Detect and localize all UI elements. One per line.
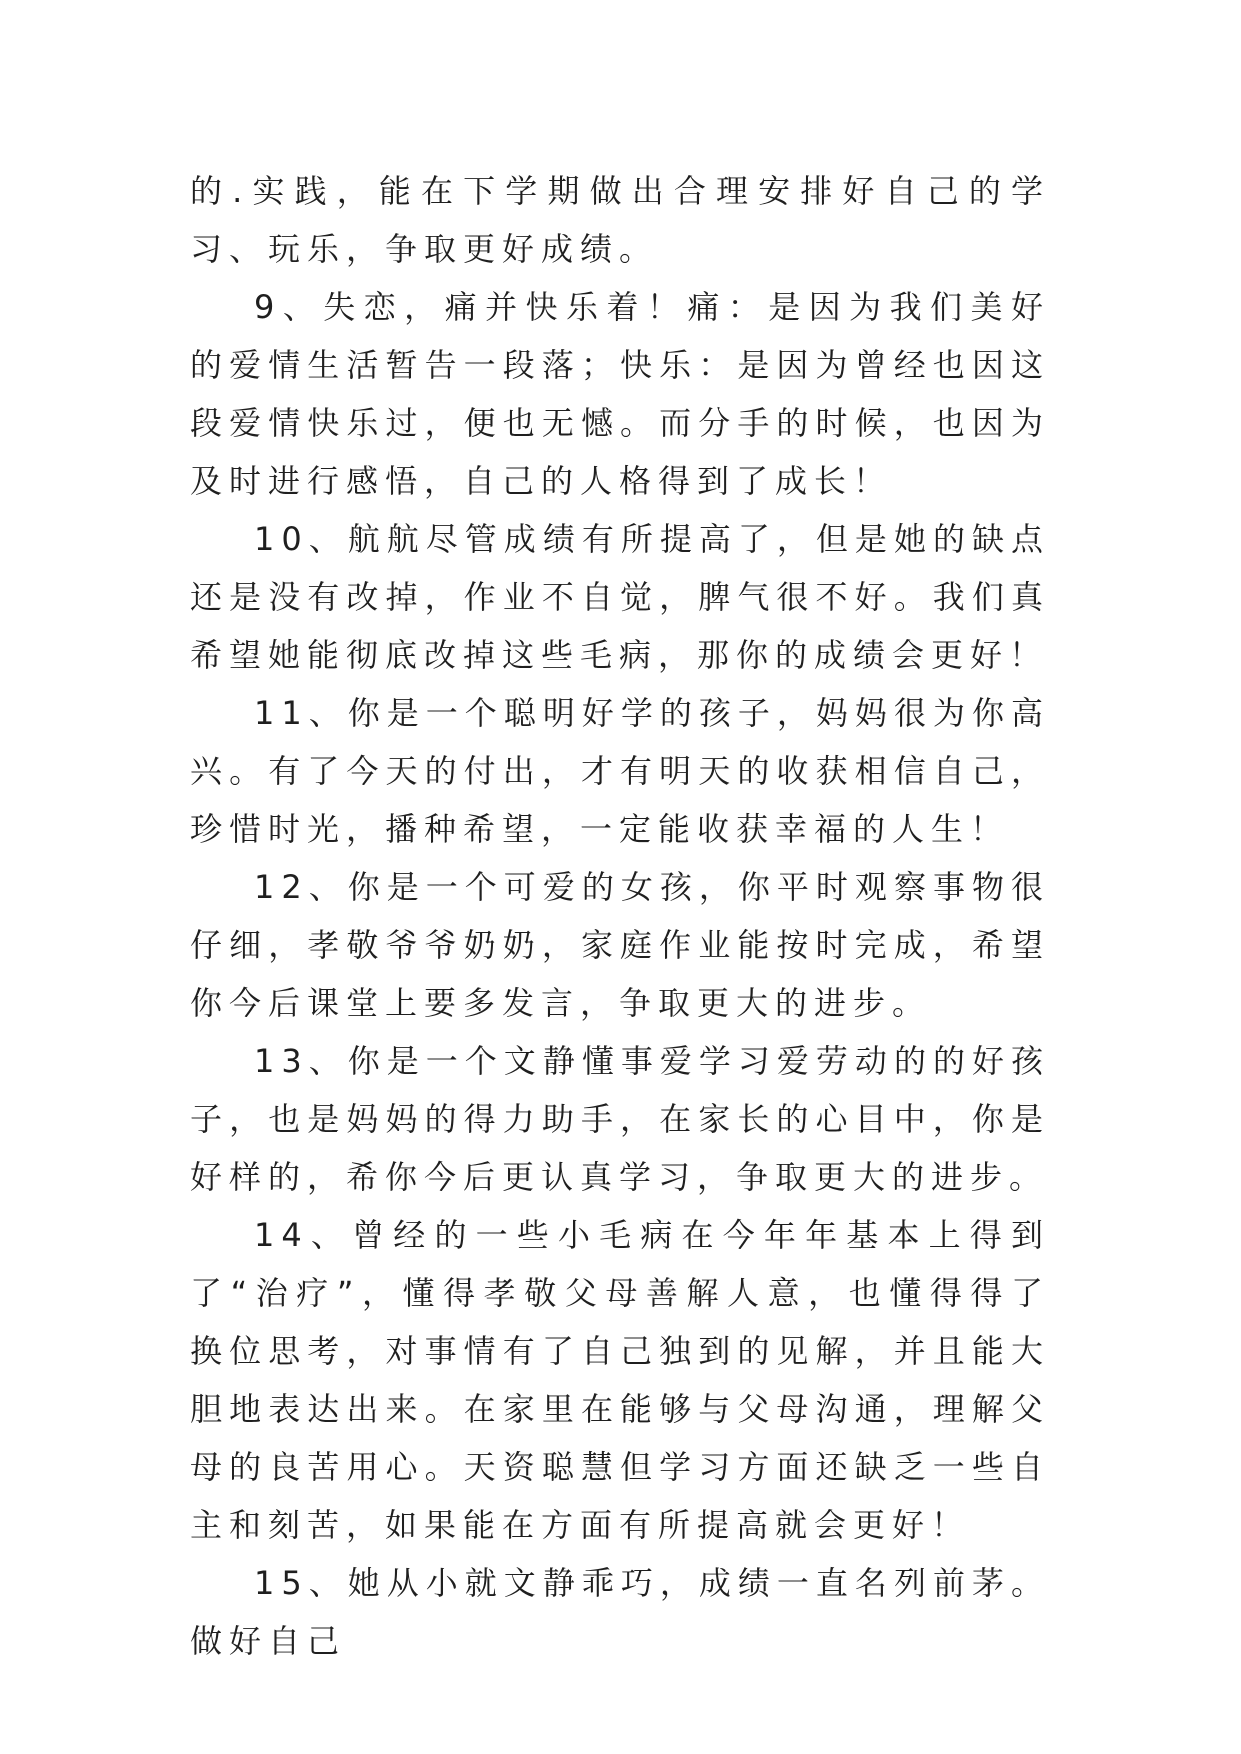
document-body [190, 162, 1050, 1670]
paragraph-12: 12、你是一个可爱的女孩，你平时观察事物很仔细，孝敬爷爷奶奶，家庭作业能按时完成，希望你今后课堂上要多发言，争取更大的进步。 [190, 868, 1050, 1022]
paragraph-11: 11、你是一个聪明好学的孩子，妈妈很为你高兴。有了今天的付出，才有明天的收获相信自己，珍惜时光，播种希望，一定能收获幸福的人生！ [190, 694, 1050, 848]
paragraph-10: 10、航航尽管成绩有所提高了，但是她的缺点还是没有改掉，作业不自觉，脾气很不好。我们真希望她能彻底改掉这些毛病，那你的成绩会更好！ [190, 520, 1050, 674]
paragraph-9: 9、失恋，痛并快乐着！痛：是因为我们美好的爱情生活暂告一段落；快乐：是因为曾经也因这段爱情快乐过，便也无憾。而分手的时候，也因为及时进行感悟，自己的人格得到了成长！ [190, 288, 1050, 500]
paragraph-14: 14、曾经的一些小毛病在今年年基本上得到了“治疗”，懂得孝敬父母善解人意，也懂得得了换位思考，对事情有了自己独到的见解，并且能大胆地表达出来。在家里在能够与父母沟通，理解父母的良苦用心。天资聪慧但学习方面还缺乏一些自主和刻苦，如果能在方面有所提高就会更好！ [190, 1216, 1050, 1544]
paragraph-continuation: 的.实践，能在下学期做出合理安排好自己的学习、玩乐，争取更好成绩。 [190, 172, 1050, 268]
paragraph-15: 15、她从小就文静乖巧，成绩一直名列前茅。做好自己 [190, 1564, 1050, 1660]
paragraph-13: 13、你是一个文静懂事爱学习爱劳动的的好孩子，也是妈妈的得力助手，在家长的心目中，你是好样的，希你今后更认真学习，争取更大的进步。 [190, 1042, 1050, 1196]
